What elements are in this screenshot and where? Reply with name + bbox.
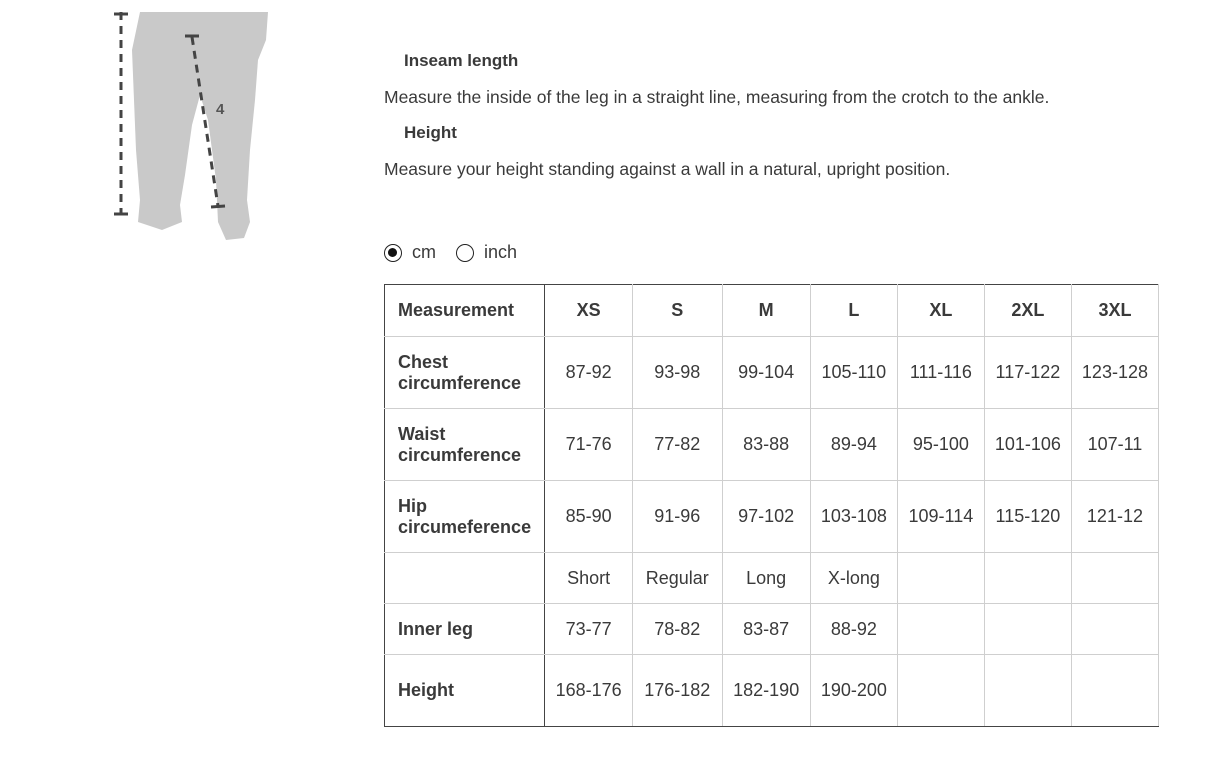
table-cell: 89-94 xyxy=(810,409,897,481)
table-header-size: 3XL xyxy=(1071,285,1158,337)
table-cell: 83-87 xyxy=(722,604,810,655)
table-cell: 117-122 xyxy=(984,337,1071,409)
inch-radio-button[interactable] xyxy=(456,244,474,262)
table-cell: 73-77 xyxy=(545,604,633,655)
table-cell: 182-190 xyxy=(722,655,810,727)
table-cell: Short xyxy=(545,553,633,604)
table-header-size: 2XL xyxy=(984,285,1071,337)
table-row xyxy=(385,409,1159,481)
height-title: Height xyxy=(404,123,457,142)
table-cell xyxy=(897,655,984,727)
table-cell: 87-92 xyxy=(545,337,633,409)
table-cell: 190-200 xyxy=(810,655,897,727)
table-cell xyxy=(1071,553,1158,604)
table-cell: 91-96 xyxy=(632,481,722,553)
table-cell xyxy=(1071,655,1158,727)
table-cell: 85-90 xyxy=(545,481,633,553)
row-label: Hip circumeference xyxy=(385,481,545,553)
table-header-measurement: Measurement xyxy=(385,285,545,337)
row-label: Waist circumference xyxy=(385,409,545,481)
table-cell: 77-82 xyxy=(632,409,722,481)
table-row xyxy=(385,655,1159,727)
row-label: Chest circumference xyxy=(385,337,545,409)
table-cell xyxy=(984,655,1071,727)
table-row xyxy=(385,337,1159,409)
table-cell: 115-120 xyxy=(984,481,1071,553)
table-cell: Long xyxy=(722,553,810,604)
table-cell xyxy=(897,604,984,655)
table-header-size: M xyxy=(722,285,810,337)
row-label: Height xyxy=(385,655,545,727)
inch-radio-label[interactable]: inch xyxy=(484,242,518,262)
leg-measurement-figure xyxy=(100,0,290,250)
measurement-instructions xyxy=(384,50,1184,194)
table-cell: 78-82 xyxy=(632,604,722,655)
table-cell: 107-11 xyxy=(1071,409,1158,481)
table-cell xyxy=(897,553,984,604)
inseam-length-title: Inseam length xyxy=(404,51,519,70)
table-cell: 123-128 xyxy=(1071,337,1158,409)
size-table xyxy=(384,284,1159,727)
table-cell: 105-110 xyxy=(810,337,897,409)
size-table-scroll-container[interactable] xyxy=(384,284,1159,734)
table-cell: 121-12 xyxy=(1071,481,1158,553)
table-cell: 176-182 xyxy=(632,655,722,727)
table-row xyxy=(385,553,1159,604)
unit-selector xyxy=(384,242,537,263)
table-cell: 71-76 xyxy=(545,409,633,481)
figure-marker-label: 4 xyxy=(216,101,225,118)
table-header-size: XS xyxy=(545,285,633,337)
table-row xyxy=(385,604,1159,655)
body-silhouette-illustration xyxy=(100,0,290,250)
table-cell: 103-108 xyxy=(810,481,897,553)
table-cell: 168-176 xyxy=(545,655,633,727)
table-cell xyxy=(984,604,1071,655)
table-cell: Regular xyxy=(632,553,722,604)
table-cell: 93-98 xyxy=(632,337,722,409)
table-row xyxy=(385,481,1159,553)
table-header-size: S xyxy=(632,285,722,337)
table-cell xyxy=(984,553,1071,604)
table-header-size: L xyxy=(810,285,897,337)
table-cell: 111-116 xyxy=(897,337,984,409)
table-cell: 88-92 xyxy=(810,604,897,655)
cm-radio-button[interactable] xyxy=(384,244,402,262)
cm-radio-label[interactable]: cm xyxy=(412,242,436,262)
table-cell xyxy=(1071,604,1158,655)
table-cell: 109-114 xyxy=(897,481,984,553)
table-cell: 83-88 xyxy=(722,409,810,481)
table-cell: 97-102 xyxy=(722,481,810,553)
table-cell: X-long xyxy=(810,553,897,604)
row-label xyxy=(385,553,545,604)
table-header-size: XL xyxy=(897,285,984,337)
inseam-length-description: Measure the inside of the leg in a straight line, measuring from the crotch to the ankle. xyxy=(384,87,1050,107)
height-description: Measure your height standing against a wall in a natural, upright position. xyxy=(384,159,951,179)
table-cell: 95-100 xyxy=(897,409,984,481)
table-header-row xyxy=(385,285,1159,337)
table-cell: 101-106 xyxy=(984,409,1071,481)
row-label: Inner leg xyxy=(385,604,545,655)
table-cell: 99-104 xyxy=(722,337,810,409)
